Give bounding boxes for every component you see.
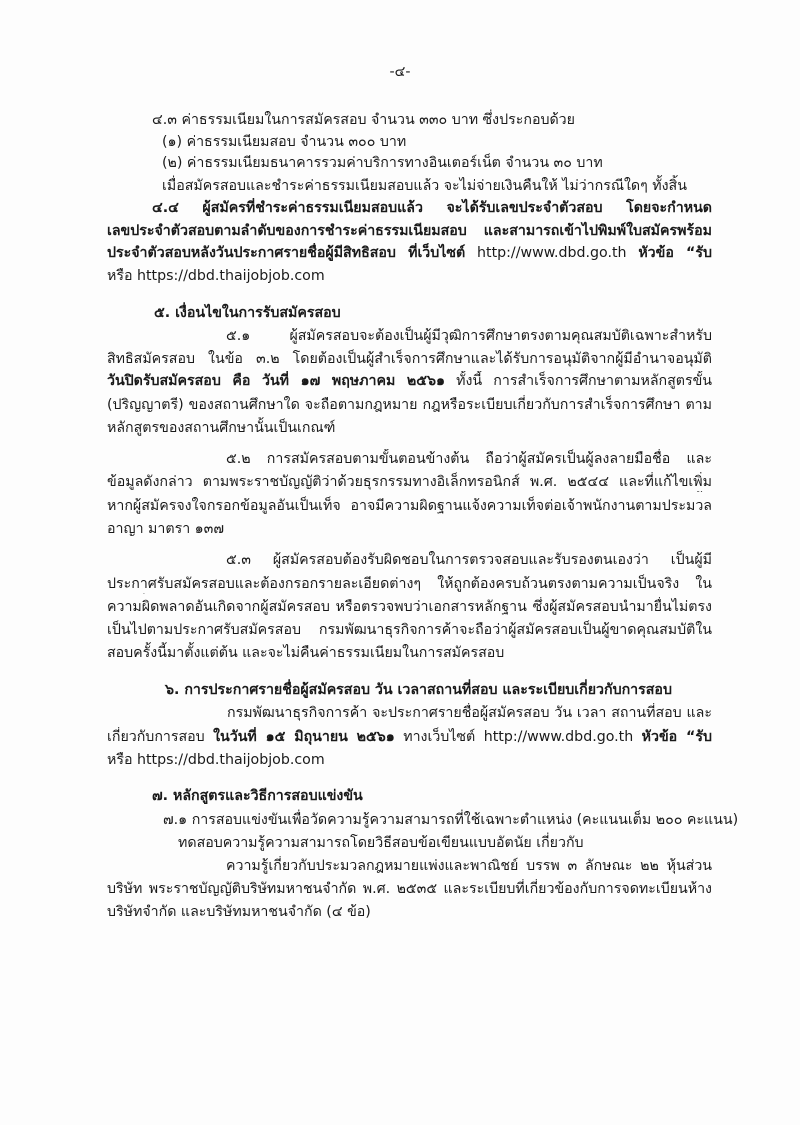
- text: สิทธิสมัครสอบ ในข้อ ๓.๒ โดยต้องเป็นผู้สำเร็จการศึกษาและได้รับการอนุมัติจากผู้มีอำนาจอนุมัติ: [107, 351, 712, 367]
- text-line: [107, 727, 712, 747]
- text: อาญา มาตรา ๑๓๗: [107, 521, 225, 537]
- text-line: [107, 902, 371, 922]
- text: สอบครั้งนี้มาตั้งแต่ต้น และจะไม่คืนค่าธรรมเนียมในการสมัครสอบ: [107, 645, 505, 661]
- text-line: [107, 643, 504, 663]
- text: เมื่อสมัครสอบและชำระค่าธรรมเนียมสอบแล้ว จะไม่จ่ายเงินคืนให้ ไม่ว่ากรณีใดๆ ทั้งสิ้น: [162, 178, 687, 194]
- text: ประกาศรับสมัครสอบและต้องกรอกรายละเอียดต่างๆ ให้ถูกต้องครบถ้วนตรงตามความเป็นจริง ใน: [107, 576, 712, 592]
- text-line: [162, 132, 406, 152]
- text-line: [107, 496, 712, 516]
- text-line: [226, 550, 712, 570]
- bold-text: หัวข้อ “รับ: [641, 729, 712, 745]
- text: ข้อมูลดังกล่าว ตามพระราชบัญญัติว่าด้วยธุรกรรมทางอิเล็กทรอนิกส์ พ.ศ. ๒๕๔๔ และที่แก้ไขเพิ่ม: [107, 474, 712, 490]
- text: หรือ https://dbd.thaijobjob.com: [107, 752, 325, 768]
- text-line: [178, 833, 584, 853]
- text-line: [107, 349, 712, 369]
- text-line: [152, 198, 712, 218]
- text-line: [107, 418, 335, 438]
- bold-text: ประจำตัวสอบหลังวันประกาศรายชื่อผู้มีสิทธิสอบ ที่เว็บไซต์: [107, 245, 466, 261]
- text-line: [162, 176, 687, 196]
- text: ทดสอบความรู้ความสามารถโดยวิธีสอบข้อเขียนแบบอัตนัย เกี่ยวกับ: [178, 835, 584, 851]
- text-line: [162, 153, 603, 173]
- text: ความผิดพลาดอันเกิดจากผู้สมัครสอบ หรือตรวจพบว่าเอกสารหลักฐาน ซึ่งผู้สมัครสอบนำมายื่นไม่ตรง: [107, 599, 712, 615]
- text-line: [107, 395, 712, 415]
- text: ๗.๑ การสอบแข่งขันเพื่อวัดความรู้ความสามารถที่ใช้เฉพาะตำแหน่ง (คะแนนเต็ม ๒๐๐ คะแนน): [163, 812, 739, 828]
- bold-text: ในวันที่ ๑๕ มิถุนายน ๒๕๖๑: [213, 729, 395, 745]
- text-line: [226, 449, 712, 469]
- bold-text: หัวข้อ “รับ: [638, 245, 712, 261]
- text: ทั้งนี้ การสำเร็จการศึกษาตามหลักสูตรขั้น: [456, 373, 712, 389]
- text-line: [107, 371, 712, 391]
- text-line: [107, 574, 712, 594]
- text-line: [152, 786, 363, 806]
- text: เกี่ยวกับการสอบ: [107, 729, 214, 745]
- text: หลักสูตรของสถานศึกษานั้นเป็นเกณฑ์: [107, 420, 336, 436]
- text: เป็นไปตามประกาศรับสมัครสอบ กรมพัฒนาธุรกิจการค้าจะถือว่าผู้สมัครสอบเป็นผู้ขาดคุณสมบัติใน: [107, 622, 712, 638]
- text: ทางเว็บไซต์ http://www.dbd.go.th: [394, 729, 642, 745]
- text-line: [165, 680, 672, 700]
- text-line: [107, 879, 712, 899]
- bold-text: ๔.๔ ผู้สมัครที่ชำระค่าธรรมเนียมสอบแล้ว จะได้รับเลขประจำตัวสอบ โดยจะกำหนด: [152, 200, 712, 216]
- text: (ปริญญาตรี) ของสถานศึกษาใด จะถือตามกฎหมาย กฎหรือระเบียบเกี่ยวกับการสำเร็จการศึกษา ตาม: [107, 397, 712, 413]
- text: ๕.๑ ผู้สมัครสอบจะต้องเป็นผู้มีวุฒิการศึกษาตรงตามคุณสมบัติเฉพาะสำหรับ: [226, 328, 712, 344]
- text-line: [107, 472, 712, 492]
- text: ๕.๓ ผู้สมัครสอบต้องรับผิดชอบในการตรวจสอบและรับรองตนเองว่า เป็นผู้มี: [226, 552, 712, 568]
- text-line: [152, 110, 575, 130]
- bold-text: วันปิดรับสมัครสอบ คือ วันที่ ๑๗ พฤษภาคม ๒๕๖๑: [107, 373, 445, 389]
- text-line: [107, 243, 712, 263]
- text-line: [163, 810, 738, 830]
- text: หากผู้สมัครจงใจกรอกข้อมูลอันเป็นเท็จ อาจมีความผิดฐานแจ้งความเท็จต่อเจ้าพนักงานตามประมวล: [107, 498, 712, 514]
- text-line: [107, 221, 712, 241]
- text: (๒) ค่าธรรมเนียมธนาคารรวมค่าบริการทางอินเตอร์เน็ต จำนวน ๓๐ บาท: [162, 155, 603, 171]
- text-line: [107, 750, 325, 770]
- text: บริษัท พระราชบัญญัติบริษัทมหาชนจำกัด พ.ศ. ๒๕๓๕ และระเบียบที่เกี่ยวข้องกับการจดทะเบียนห้าง: [107, 881, 712, 897]
- text: ๕.๒ การสมัครสอบตามขั้นตอนข้างต้น ถือว่าผู้สมัครเป็นผู้ลงลายมือชื่อ และ: [226, 451, 712, 467]
- text: http://www.dbd.go.th: [465, 245, 639, 261]
- page-number: -๔-: [389, 64, 411, 80]
- text: บริษัทจำกัด และบริษัทมหาชนจำกัด (๔ ข้อ): [107, 904, 371, 920]
- text-line: [107, 620, 712, 640]
- text-line: [226, 856, 712, 876]
- text: (๑) ค่าธรรมเนียมสอบ จำนวน ๓๐๐ บาท: [162, 134, 407, 150]
- text-line: [154, 303, 341, 323]
- bold-text: ๗. หลักสูตรและวิธีการสอบแข่งขัน: [152, 788, 363, 804]
- text-line: [226, 326, 712, 346]
- text-line: [227, 703, 712, 723]
- bold-text: ๕. เงื่อนไขในการรับสมัครสอบ: [154, 305, 341, 321]
- text: กรมพัฒนาธุรกิจการค้า จะประกาศรายชื่อผู้สมัครสอบ วัน เวลา สถานที่สอบ และ: [227, 705, 712, 721]
- text: ๔.๓ ค่าธรรมเนียมในการสมัครสอบ จำนวน ๓๓๐ บาท ซึ่งประกอบด้วย: [152, 112, 575, 128]
- bold-text: เลขประจำตัวสอบตามลำดับของการชำระค่าธรรมเนียมสอบ และสามารถเข้าไปพิมพ์ใบสมัครพร้อม: [107, 223, 712, 239]
- bold-text: ๖. การประกาศรายชื่อผู้สมัครสอบ วัน เวลาสถานที่สอบ และระเบียบเกี่ยวกับการสอบ: [165, 682, 672, 698]
- text: หรือ https://dbd.thaijobjob.com: [107, 268, 325, 284]
- text-line: [107, 519, 224, 539]
- text-line: [107, 597, 712, 617]
- text-line: [107, 266, 325, 286]
- text: ความรู้เกี่ยวกับประมวลกฎหมายแพ่งและพาณิชย์ บรรพ ๓ ลักษณะ ๒๒ หุ้นส่วน: [226, 858, 712, 874]
